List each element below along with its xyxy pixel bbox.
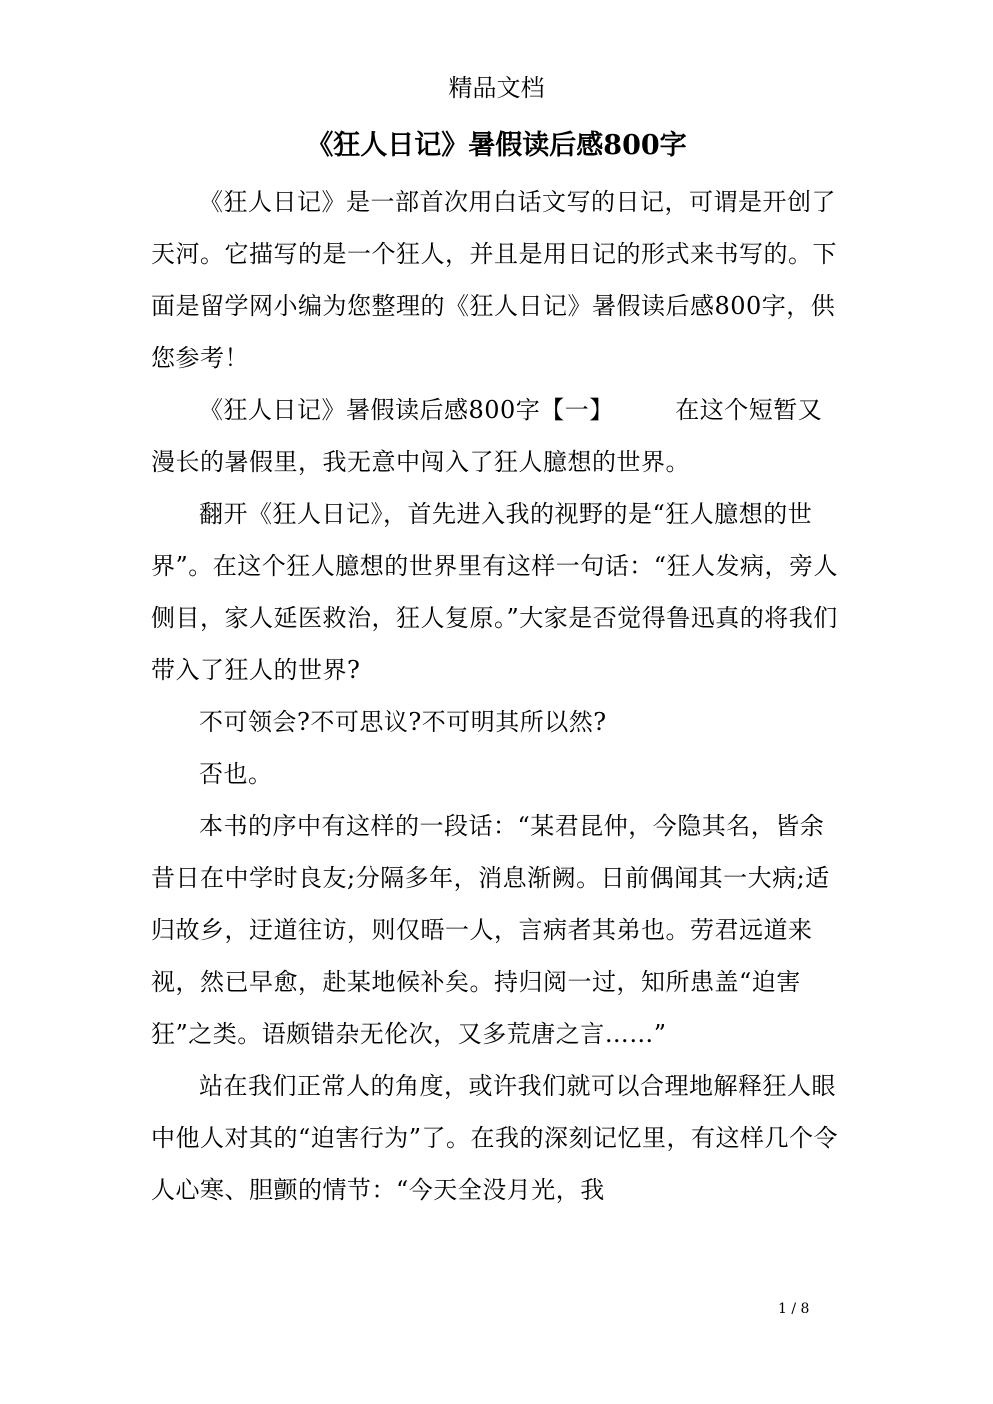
paragraph-section-one: 《狂人日记》暑假读后感800字【一】 在这个短暂又漫长的暑假里，我无意中闯入了狂人臆想的世界。: [151, 396, 823, 476]
page-number: 1 / 8: [778, 1301, 810, 1317]
paragraph-intro: 《狂人日记》是一部首次用白话文写的日记，可谓是开创了天河。它描写的是一个狂人，并且是用日记的形式来书写的。下面是留学网小编为您整理的《狂人日记》暑假读后感800字，供您参考！: [151, 188, 837, 372]
paragraph-first-impression: 翻开《狂人日记》，首先进入我的视野的是“狂人臆想的世界”。在这个狂人臆想的世界里有这样一句话：“狂人发病，旁人侧目，家人延医救治，狂人复原。”大家是否觉得鲁迅真的将我们带入了狂人的世界?: [151, 500, 839, 684]
page-header-watermark: 精品文档: [448, 74, 545, 102]
paragraph-questions: 不可领会?不可思议?不可明其所以然?: [199, 708, 607, 736]
document-title: 《狂人日记》暑假读后感800字: [306, 130, 687, 161]
paragraph-preface-quote: 本书的序中有这样的一段话：“某君昆仲，今隐其名，皆余昔日在中学时良友;分隔多年，消息渐阙。日前偶闻其一大病;适归故乡，迂道往访，则仅晤一人，言病者其弟也。劳君远道来视，然已早愈，赴某地候补矣。持归阅一过，知所患盖“迫害狂”之类。语颇错杂无伦次，又多荒唐之言……”: [151, 812, 830, 1048]
paragraph-normal-perspective: 站在我们正常人的角度，或许我们就可以合理地解释狂人眼中他人对其的“迫害行为”了。在我的深刻记忆里，有这样几个令人心寒、胆颤的情节：“今天全没月光，我: [151, 1072, 839, 1204]
document-body: [151, 176, 843, 1216]
paragraph-no: 否也。: [199, 760, 273, 788]
